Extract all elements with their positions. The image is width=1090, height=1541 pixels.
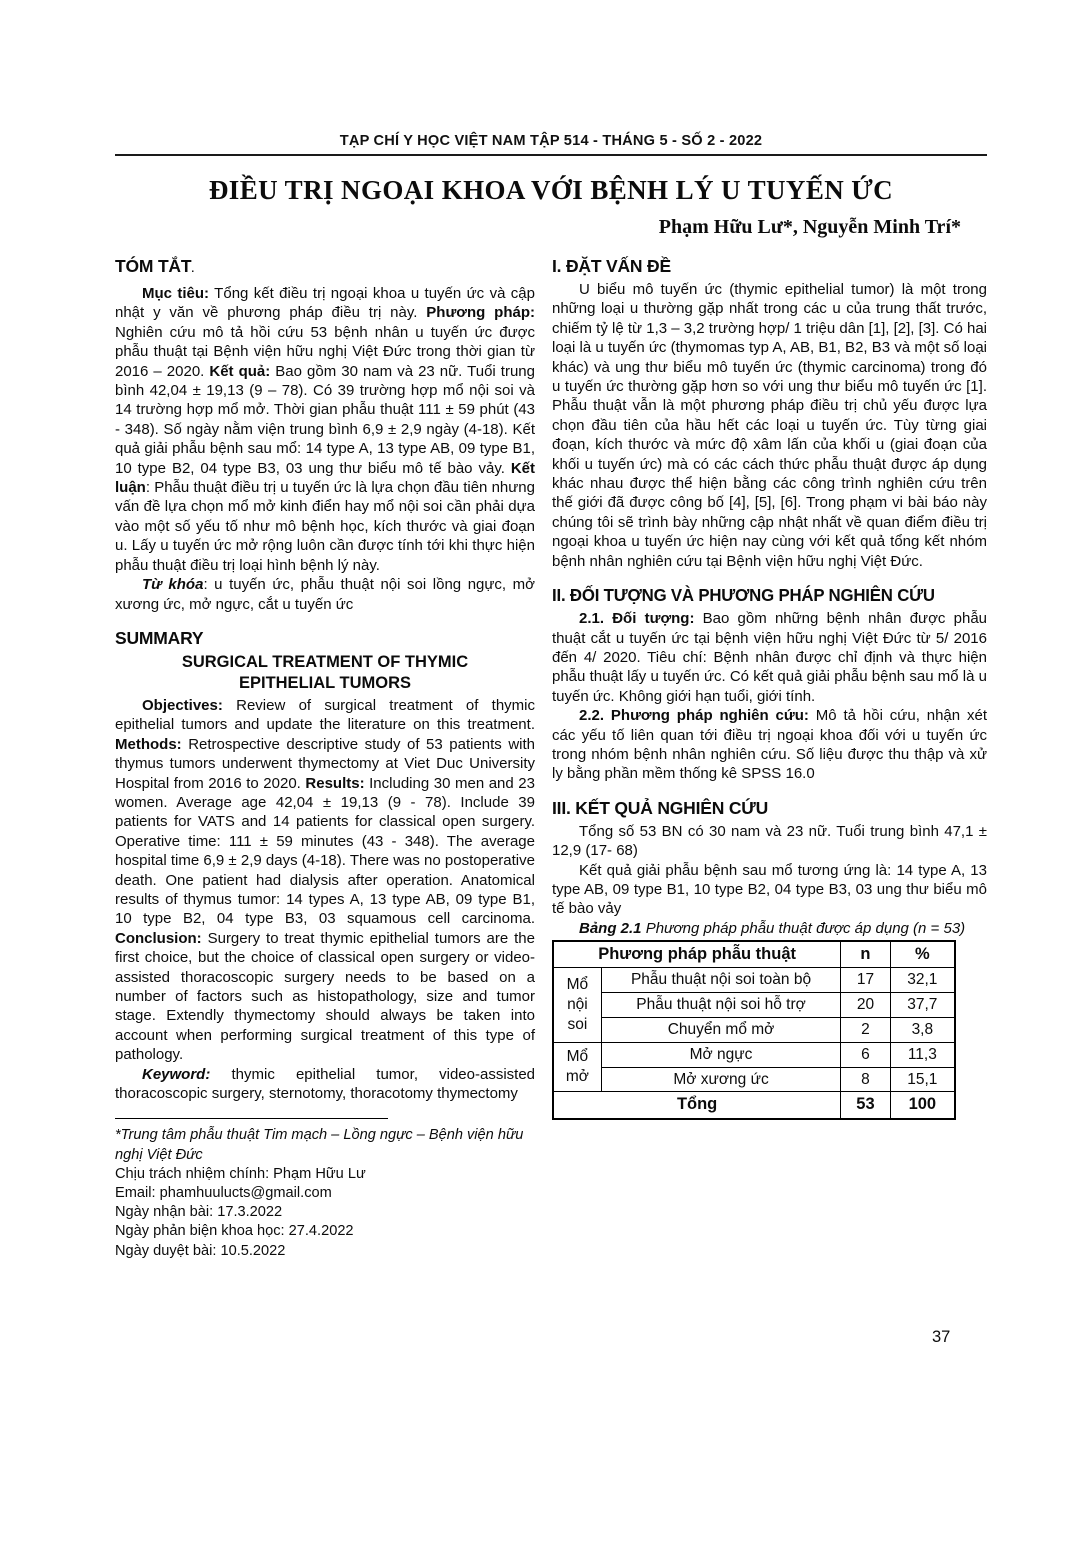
section-2-heading: II. ĐỐI TƯỢNG VÀ PHƯƠNG PHÁP NGHIÊN CỨU <box>552 585 935 606</box>
table-method-cell: Mở ngực <box>601 1042 840 1067</box>
table-row <box>553 1042 955 1067</box>
email-line: Email: phamhuulucts@gmail.com <box>115 1185 332 1202</box>
affiliation-note: *Trung tâm phẫu thuật Tim mạch – Lồng ngực – Bệnh viện hữu nghị Việt Đức <box>115 1127 524 1163</box>
keyword-paragraph: Keyword: thymic epithelial tumor, video-assisted thoracoscopic surgery, sternotomy, thoracotomy thymectomy <box>115 1065 535 1103</box>
page-number: 37 <box>932 1328 951 1346</box>
table-pct-cell: 3,8 <box>890 1017 955 1042</box>
keywords-paragraph: Từ khóa: u tuyến ức, phẫu thuật nội soi lồng ngực, mở xương ức, mở ngực, cắt u tuyến ức <box>115 576 535 613</box>
table-row <box>553 993 955 1018</box>
table-n-cell: 2 <box>841 1017 890 1042</box>
table-method-cell: Chuyển mổ mở <box>601 1017 840 1042</box>
received-date-line: Ngày nhận bài: 17.3.2022 <box>115 1204 283 1221</box>
table-header-row <box>553 941 955 968</box>
section-3-heading: III. KẾT QUẢ NGHIÊN CỨU <box>552 797 769 818</box>
abstract-heading-dot: . <box>191 264 194 275</box>
subjects-paragraph: 2.1. Đối tượng: Bao gồm những bệnh nhân được phẫu thuật cắt u tuyến ức tại bệnh viện hữu nghị Việt Đức từ 5/ 2016 đến 4/ 2020. Tiêu chí: Bệnh nhân được chỉ định và thực hiện phẫu thuật lấy u tuyến ức. Có kết quả giải phẫu bệnh sau mổ là u tuyến ức. Không giới hạn tuổi, giới tính. <box>552 610 988 705</box>
surgical-methods-table <box>552 940 956 1119</box>
responsibility-line: Chịu trách nhiệm chính: Phạm Hữu Lư <box>115 1165 366 1182</box>
results-paragraph-2: Kết quả giải phẫu bệnh sau mổ tương ứng là: 14 type A, 13 type AB, 09 type B1, 10 type B2, 04 type B3, 03 ung thư biểu mô tế bào vảy <box>552 861 987 918</box>
left-column <box>115 255 535 1261</box>
table-total-row <box>553 1092 955 1119</box>
summary-title: SURGICAL TREATMENT OF THYMIC EPITHELIAL TUMORS <box>181 652 469 692</box>
table-total-n: 53 <box>841 1092 890 1119</box>
table-header-n: n <box>841 941 890 968</box>
accepted-date-line: Ngày duyệt bài: 10.5.2022 <box>115 1242 286 1259</box>
authors-line: Phạm Hữu Lư*, Nguyễn Minh Trí* <box>658 216 961 238</box>
table-n-cell: 8 <box>841 1067 890 1092</box>
review-date-line: Ngày phản biện khoa học: 27.4.2022 <box>115 1223 354 1240</box>
intro-paragraph: U biểu mô tuyến ức (thymic epithelial tumor) là một trong những loại u thường gặp nhất trong các u của trung thất trước, chiếm tỷ lệ từ 1,3 – 3,2 trường hợp/ 1 triệu dân [1], [2], [3]. Có hai loại là u tuyến ức (thymomas typ A, AB, B1, B2, B3 và một số loại khác) và ung thư biểu mô tuyến ức (thymic carcinoma) trong đó u tuyến ức thường gặp hơn so với ung thư biểu mô tuyến ức [1]. Phẫu thuật vẫn là một phương pháp điều trị chủ yếu được lựa chọn đầu tiên của hầu hết các loại u tuyến ức. Tùy từng giai đoạn, kích thước và mức độ xâm lấn của khối u (giai đoạn của khối u tuyến ức) mà có các cách thức phẫu thuật được áp dụng khác nhau được thể hiện bằng các công trình nghiên cứu trên thế giới đã được công bố [4], [5], [6]. Trong phạm vi bài báo này chúng tôi sẽ trình bày những cập nhật nhất về quan điểm điều trị ngoại khoa u tuyến ức hiện nay cùng với kết quả tổng kết nhóm bệnh nhân nghiên cứu tại Bệnh viện hữu nghị Việt Đức. <box>552 281 987 570</box>
table-group-cell: Mổ nội soi <box>553 968 601 1042</box>
table-pct-cell: 11,3 <box>890 1042 955 1067</box>
table-total-label: Tổng <box>553 1092 841 1119</box>
two-column-body <box>115 255 987 1261</box>
table-n-cell: 20 <box>841 993 890 1018</box>
summary-paragraph: Objectives: Review of surgical treatment of thymic epithelial tumors and update the literature on this treatment. Methods: Retrospective descriptive study of 53 patients with thymus tumors underwent thymectomy at Viet Duc University Hospital from 2016 to 2020. Results: Including 30 men and 23 women. Average age 42,04 ± 19,13 (9 - 78). Include 39 patients for VATS and 14 patients for classical open surgery. Operative time: 111 ± 59 minutes (43 - 348). The average hospital time 6,9 ± 2,9 days (4-18). There was no postoperative death. One patient had dialysis after operation. Anatomical results of thymus tumor: 14 types A, 13 type AB, 09 type B1, 10 type B2, 04 type B3, 03 squamous cell carcinoma. Conclusion: Surgery to treat thymic epithelial tumors are the first choice, but the choice of classical open surgery or video-assisted thoracoscopic surgery needs to be based on a number of factors such as histopathology, size and tumor stage. Extendly thymectomy should always be taken into account when performing surgical treatment of this type of pathology. <box>115 696 535 1064</box>
right-column <box>552 255 987 1120</box>
table-group-cell: Mổ mở <box>553 1042 601 1092</box>
article-title: ĐIỀU TRỊ NGOẠI KHOA VỚI BỆNH LÝ U TUYẾN ỨC <box>208 175 894 205</box>
footnote-block <box>115 1118 535 1260</box>
section-1-heading: I. ĐẶT VẤN ĐỀ <box>552 256 671 276</box>
summary-heading: SUMMARY <box>115 627 204 648</box>
methods-paragraph: 2.2. Phương pháp nghiên cứu: Mô tả hồi cứu, nhận xét các yếu tố liên quan tới điều trị ngoại khoa đối với u tuyến ức trong nhóm bệnh nhân nghiên cứu. Số liệu được thu thập và xử ly bằng phần mềm thống kê SPSS 16.0 <box>552 707 987 783</box>
table-n-cell: 6 <box>841 1042 890 1067</box>
results-paragraph-1: Tổng số 53 BN có 30 nam và 23 nữ. Tuổi trung bình 47,1 ± 12,9 (17- 68) <box>552 822 987 860</box>
table-header-method: Phương pháp phẫu thuật <box>553 941 841 968</box>
table-header-pct: % <box>890 941 955 968</box>
table-row <box>553 1017 955 1042</box>
table-pct-cell: 32,1 <box>890 968 955 993</box>
table-pct-cell: 37,7 <box>890 993 955 1018</box>
table-total-pct: 100 <box>890 1092 955 1119</box>
footnote-divider <box>115 1118 388 1119</box>
table-caption: Bảng 2.1 Phương pháp phẫu thuật được áp dụng (n = 53) <box>579 919 966 937</box>
abstract-paragraph: Mục tiêu: Tổng kết điều trị ngoại khoa u tuyến ức và cập nhật y văn về phương pháp điều trị này. Phương pháp: Nghiên cứu mô tả hồi cứu 53 bệnh nhân u tuyến ức được phẫu thuật tại Bệnh viện hữu nghị Việt Đức trong thời gian từ 2016 – 2020. Kết quả: Bao gồm 30 nam và 23 nữ. Tuổi trung bình 42,04 ± 19,13 (9 – 78). Có 39 trường hợp mổ nội soi và 14 trường hợp mổ mở. Thời gian phẫu thuật 111 ± 59 phút (43 - 348). Số ngày nằm viện trung bình 6,9 ± 2,9 ngày (4-18). Kết quả giải phẫu bệnh sau mổ: 14 type A, 13 type AB, 09 type B1, 10 type B2, 04 type B3, 03 ung thư biểu mô tế bào vảy. Kết luận: Phẫu thuật điều trị u tuyến ức là lựa chọn đầu tiên nhưng vấn đề lựa chọn mổ mở kinh điển hay mổ nội soi cần phải dựa vào một số yếu tố như mô bệnh học, kích thước và giai đoạn u. Lấy u tuyến ức mở rộng luôn cần được tính tới khi thực hiện phẫu thuật điều trị loại hình bệnh lý này. <box>115 285 535 574</box>
table-method-cell: Phẫu thuật nội soi hỗ trợ <box>601 993 840 1018</box>
table-n-cell: 17 <box>841 968 890 993</box>
journal-header <box>115 133 987 156</box>
table-method-cell: Mở xương ức <box>601 1067 840 1092</box>
table-row <box>553 1067 955 1092</box>
page-content <box>115 133 987 1261</box>
table-row <box>553 968 955 993</box>
table-method-cell: Phẫu thuật nội soi toàn bộ <box>601 968 840 993</box>
abstract-heading-text: TÓM TẮT <box>115 256 192 276</box>
table-pct-cell: 15,1 <box>890 1067 955 1092</box>
abstract-heading <box>115 255 535 281</box>
journal-header-text: TẠP CHÍ Y HỌC VIỆT NAM TẬP 514 - THÁNG 5 - SỐ 2 - 2022 <box>339 133 763 149</box>
